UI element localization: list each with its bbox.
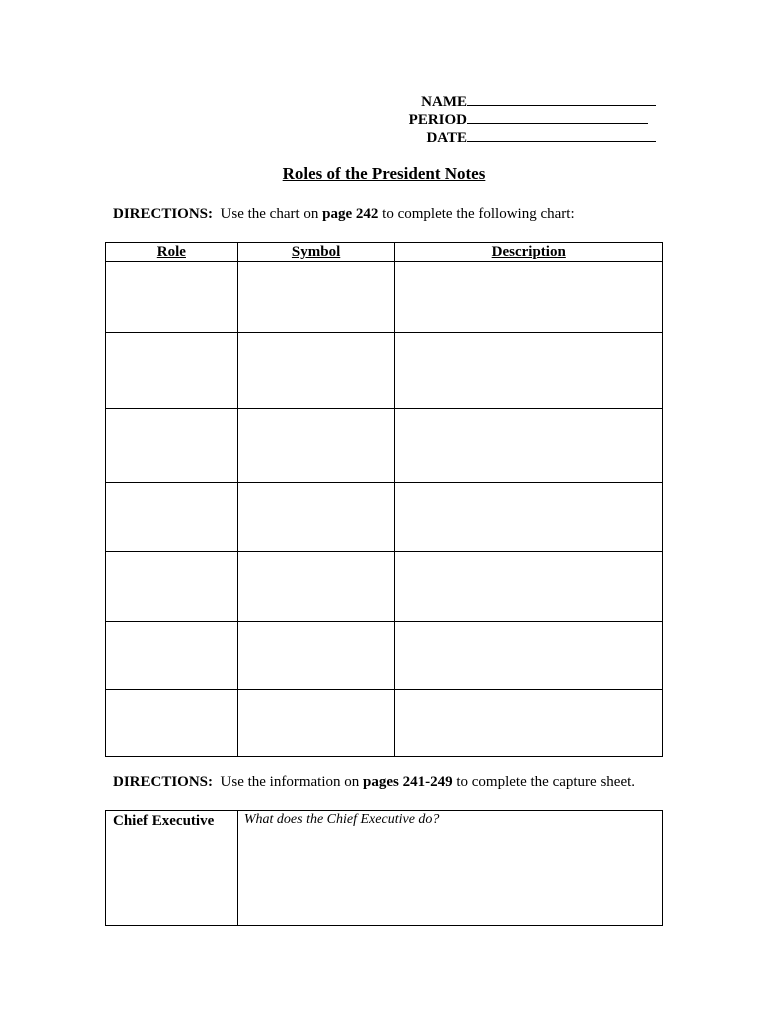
table-row (106, 622, 663, 690)
description-cell[interactable] (395, 333, 663, 409)
column-header-symbol: Symbol (237, 243, 395, 262)
symbol-cell[interactable] (237, 409, 395, 483)
name-blank[interactable] (467, 93, 656, 106)
symbol-cell[interactable] (237, 262, 395, 333)
date-label: DATE (426, 130, 467, 146)
capture-row (106, 811, 663, 926)
student-info-block (409, 93, 656, 147)
column-header-role: Role (106, 243, 238, 262)
description-cell[interactable] (395, 262, 663, 333)
directions-text-before: Use the chart on (220, 206, 319, 222)
table-row (106, 552, 663, 622)
page-title: Roles of the President Notes (282, 164, 486, 183)
description-cell[interactable] (395, 483, 663, 552)
table-row (106, 690, 663, 757)
description-cell[interactable] (395, 409, 663, 483)
capture-sheet-table (105, 810, 663, 926)
role-cell[interactable] (106, 622, 238, 690)
table-row (106, 333, 663, 409)
name-label: NAME (421, 94, 467, 110)
date-line (409, 129, 656, 147)
period-label: PERIOD (408, 112, 467, 128)
directions-page-ref: page 242 (322, 206, 379, 222)
period-blank[interactable] (467, 111, 648, 124)
date-blank[interactable] (467, 129, 656, 142)
symbol-cell[interactable] (237, 690, 395, 757)
column-header-description: Description (395, 243, 663, 262)
name-line (409, 93, 656, 111)
directions-page-ref: pages 241-249 (363, 774, 453, 790)
period-line (409, 111, 656, 129)
role-cell[interactable] (106, 409, 238, 483)
table-row (106, 483, 663, 552)
symbol-cell[interactable] (237, 333, 395, 409)
directions-text-before: Use the information on (220, 774, 360, 790)
table-row (106, 409, 663, 483)
table-header-row (106, 243, 663, 262)
capture-question-cell[interactable]: What does the Chief Executive do? (237, 811, 662, 926)
directions-chart (113, 206, 575, 223)
directions-label: DIRECTIONS: (113, 206, 214, 222)
capture-role-label: Chief Executive (106, 811, 238, 926)
description-cell[interactable] (395, 552, 663, 622)
directions-text-after: to complete the capture sheet. (456, 774, 636, 790)
symbol-cell[interactable] (237, 483, 395, 552)
role-cell[interactable] (106, 333, 238, 409)
description-cell[interactable] (395, 622, 663, 690)
directions-label: DIRECTIONS: (113, 774, 214, 790)
directions-capture (113, 774, 635, 791)
table-row (106, 262, 663, 333)
symbol-cell[interactable] (237, 622, 395, 690)
role-cell[interactable] (106, 483, 238, 552)
role-cell[interactable] (106, 690, 238, 757)
role-cell[interactable] (106, 552, 238, 622)
directions-text-after: to complete the following chart: (382, 206, 575, 222)
description-cell[interactable] (395, 690, 663, 757)
role-cell[interactable] (106, 262, 238, 333)
symbol-cell[interactable] (237, 552, 395, 622)
roles-table (105, 242, 663, 757)
